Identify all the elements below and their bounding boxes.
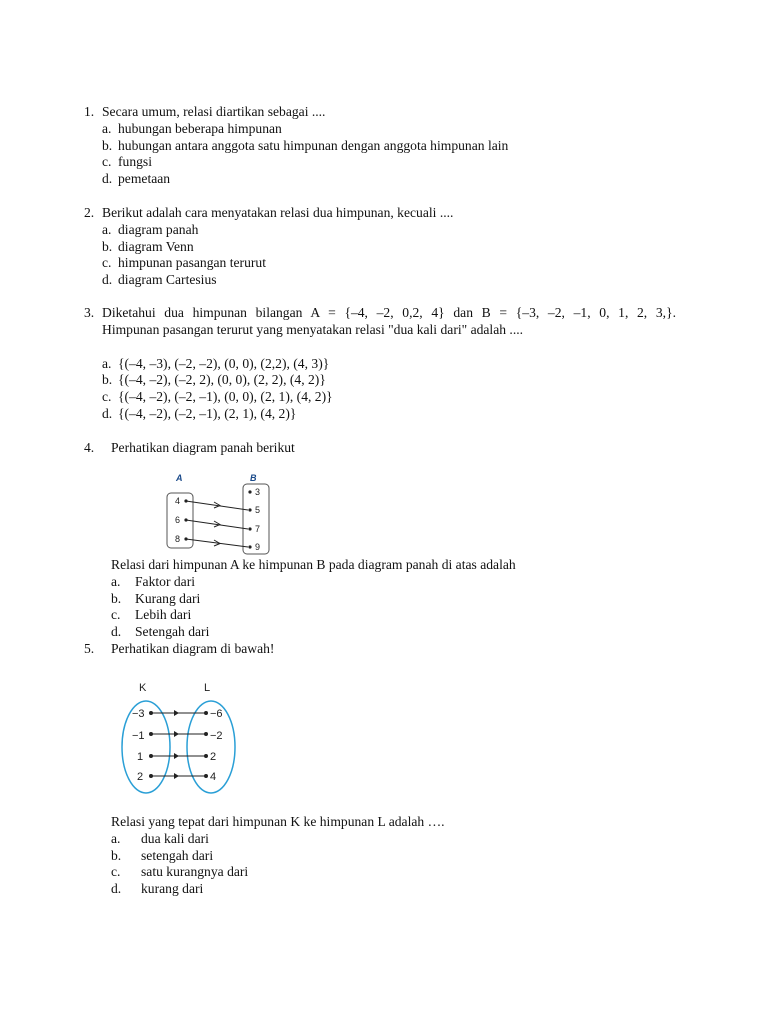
question-2 (84, 205, 684, 289)
option-b[interactable]: b. setengah dari (111, 847, 214, 863)
question-3 (84, 305, 676, 423)
question-text: Relasi yang tepat dari himpunan K ke himpunan L adalah …. (111, 814, 445, 829)
dot (204, 732, 208, 736)
question-text: Perhatikan diagram panah berikut (111, 440, 295, 455)
arrow-diagram-k-l (118, 678, 244, 796)
question-number: 4. (84, 440, 95, 455)
arrow-head (174, 710, 179, 716)
question-4-body (84, 557, 684, 641)
dot (149, 774, 153, 778)
dot (204, 754, 208, 758)
set-k-element: 1 (137, 751, 144, 763)
option-a[interactable]: a. Faktor dari (111, 573, 196, 589)
question-text: Diketahui dua himpunan bilangan A = {–4, –2, 0,2, 4} dan B = {–3, –2, –1, 0, 1, 2, 3,}. (102, 305, 676, 320)
question-4 (84, 440, 684, 457)
dot (248, 527, 251, 530)
option-a[interactable]: a. hubungan beberapa himpunan (102, 120, 282, 136)
question-text: Secara umum, relasi diartikan sebagai .... (102, 104, 326, 119)
question-text: Relasi dari himpunan A ke himpunan B pada diagram panah di atas adalah (111, 557, 516, 572)
option-a[interactable]: a. diagram panah (102, 221, 199, 237)
set-b-element: 7 (255, 524, 261, 534)
set-k-oval (122, 701, 170, 793)
dot (149, 732, 153, 736)
dot (204, 711, 208, 715)
set-k-element: 2 (137, 771, 144, 783)
option-a[interactable]: a. {(–4, –3), (–2, –2), (0, 0), (2,2), (4, 3)} (102, 355, 330, 371)
option-b[interactable]: b. diagram Venn (102, 238, 194, 254)
question-number: 5. (84, 641, 95, 656)
option-c[interactable]: c. Lebih dari (111, 607, 192, 623)
question-number: 3. (84, 305, 95, 320)
set-a-label: A (176, 473, 183, 483)
dot (248, 545, 251, 548)
arrow-6-7 (186, 520, 248, 529)
set-b-label: B (250, 473, 257, 483)
option-d[interactable]: d. {(–4, –2), (–2, –1), (2, 1), (4, 2)} (102, 405, 297, 421)
set-a-element: 8 (175, 534, 181, 544)
dot (248, 490, 251, 493)
dot (149, 754, 153, 758)
dot (149, 711, 153, 715)
question-text-line-2: Himpunan pasangan terurut yang menyatakan relasi "dua kali dari" adalah .... (102, 321, 524, 337)
set-a-element: 4 (175, 496, 181, 506)
question-number: 2. (84, 205, 95, 220)
set-k-element: −3 (132, 708, 145, 720)
set-l-label: L (204, 682, 211, 694)
option-c[interactable]: c. {(–4, –2), (–2, –1), (0, 0), (2, 1), (4, 2)} (102, 389, 333, 405)
arrow-4-5 (186, 501, 248, 510)
set-b-element: 3 (255, 487, 261, 497)
question-5 (84, 641, 684, 658)
option-a[interactable]: a. dua kali dari (111, 830, 209, 846)
option-b[interactable]: b. Kurang dari (111, 590, 201, 606)
option-d[interactable]: d. Setengah dari (111, 624, 210, 640)
option-d[interactable]: d. diagram Cartesius (102, 272, 217, 288)
set-l-element: −2 (210, 730, 223, 742)
option-d[interactable]: d. pemetaan (102, 171, 171, 187)
arrow-head (174, 753, 179, 759)
dot (248, 508, 251, 511)
option-d[interactable]: d. kurang dari (111, 881, 204, 897)
set-l-element: 2 (210, 751, 217, 763)
question-text: Perhatikan diagram di bawah! (111, 641, 275, 656)
option-c[interactable]: c. fungsi (102, 154, 152, 170)
question-text: Berikut adalah cara menyatakan relasi dua himpunan, kecuali .... (102, 205, 454, 220)
set-b-element: 9 (255, 542, 261, 552)
question-number: 1. (84, 104, 95, 119)
set-l-element: −6 (210, 708, 223, 720)
arrow-head (174, 731, 179, 737)
option-b[interactable]: b. {(–4, –2), (–2, 2), (0, 0), (2, 2), (4, 2)} (102, 372, 326, 388)
question-5-body (84, 814, 684, 898)
set-a-element: 6 (175, 515, 181, 525)
question-1 (84, 104, 684, 188)
option-b[interactable]: b. hubungan antara anggota satu himpunan dengan anggota himpunan lain (102, 137, 509, 153)
option-c[interactable]: c. himpunan pasangan terurut (102, 255, 266, 271)
arrow-diagram-a-b (162, 470, 277, 558)
dot (204, 774, 208, 778)
set-k-element: −1 (132, 730, 145, 742)
set-b-element: 5 (255, 505, 261, 515)
set-k-label: K (139, 682, 147, 694)
arrow-head (174, 773, 179, 779)
arrow-8-9 (186, 539, 248, 547)
option-c[interactable]: c. satu kurangnya dari (111, 864, 249, 880)
set-l-element: 4 (210, 771, 217, 783)
